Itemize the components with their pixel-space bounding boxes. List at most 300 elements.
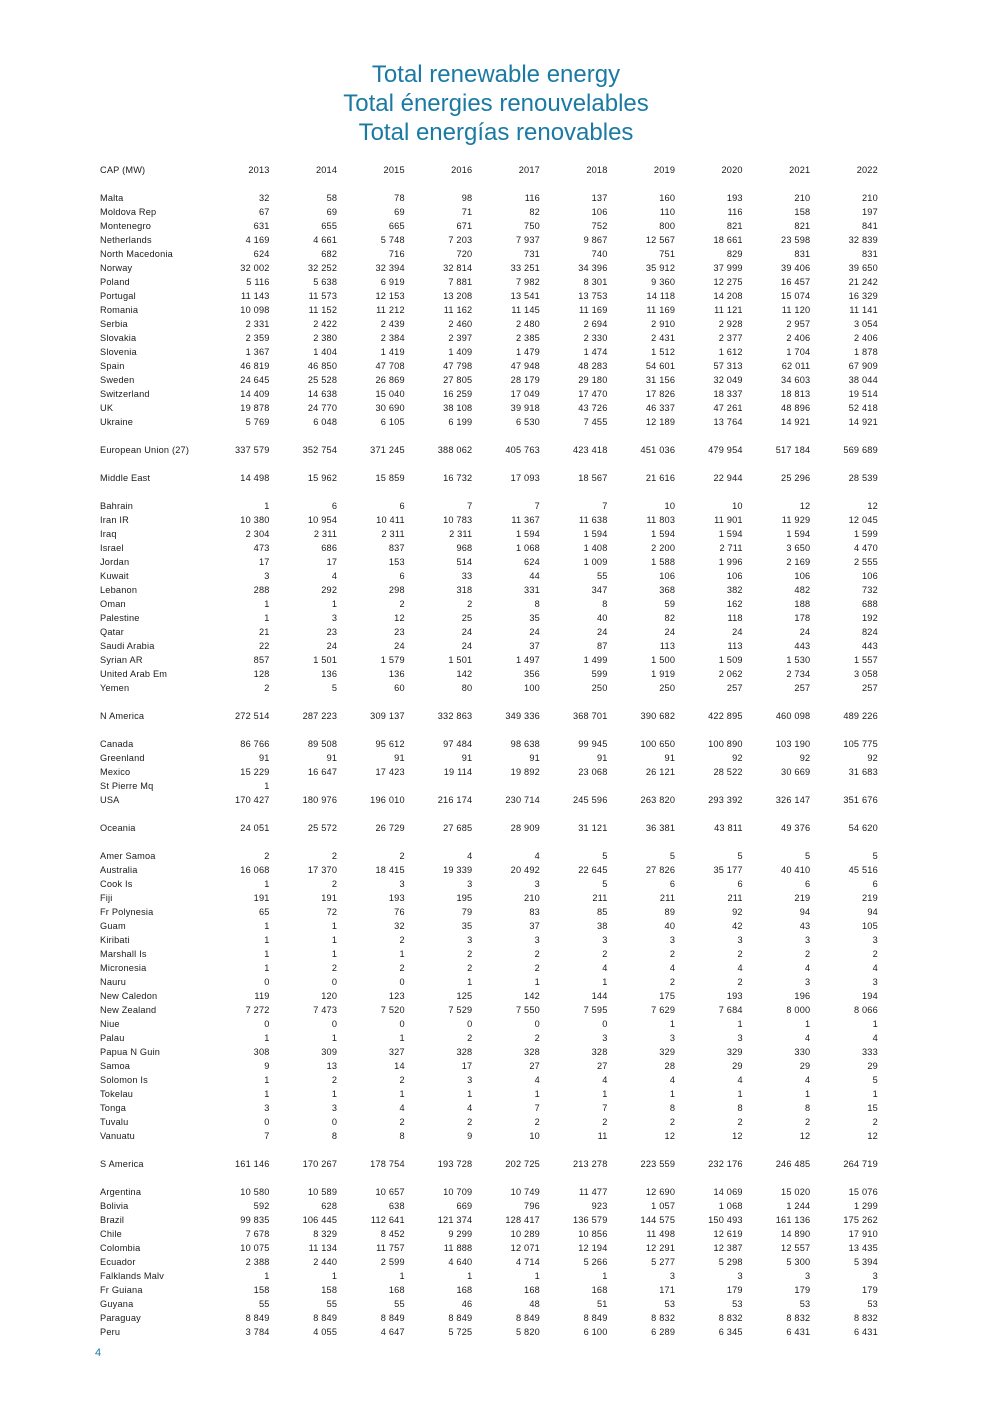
value-cell: 168: [591, 1285, 608, 1295]
value-cell: 1 501: [313, 655, 338, 665]
value-cell: 106: [659, 571, 676, 581]
value-cell: 7 550: [515, 1005, 540, 1015]
value-cell: 328: [524, 1047, 540, 1057]
value-cell: 11 477: [578, 1187, 608, 1197]
value-cell: 0: [467, 1019, 473, 1029]
value-cell: 48: [529, 1299, 540, 1309]
table-row: [100, 1311, 878, 1325]
value-cell: 330: [794, 1047, 811, 1057]
value-cell: 1 594: [583, 529, 608, 539]
value-cell: 1: [602, 977, 608, 987]
value-cell: 9: [264, 1061, 270, 1071]
table-header-row: [100, 163, 878, 177]
value-cell: 5: [872, 851, 878, 861]
value-cell: 92: [867, 753, 878, 763]
value-cell: 298: [388, 585, 405, 595]
value-cell: 1: [331, 1271, 338, 1281]
value-cell: 7 203: [448, 235, 473, 245]
value-cell: 12 194: [578, 1243, 608, 1253]
value-cell: 2: [264, 851, 270, 861]
value-cell: 40 410: [781, 865, 811, 875]
row-label: Ecuador: [100, 1257, 136, 1267]
value-cell: 7: [534, 501, 540, 511]
value-cell: 47 708: [375, 361, 405, 371]
value-cell: 60: [394, 683, 405, 693]
value-cell: 12: [867, 1131, 878, 1141]
value-cell: 4 647: [380, 1327, 405, 1337]
value-cell: 15 229: [240, 767, 270, 777]
value-cell: 4: [399, 1103, 405, 1113]
value-cell: 1: [534, 1089, 540, 1099]
value-cell: 17: [326, 557, 338, 567]
value-cell: 752: [591, 221, 608, 231]
value-cell: 2: [534, 963, 540, 973]
table-row: [100, 401, 878, 415]
value-cell: 19 878: [240, 403, 270, 413]
value-cell: 1: [264, 501, 270, 511]
value-cell: 732: [862, 585, 878, 595]
header-cell: 2022: [856, 165, 878, 175]
value-cell: [743, 779, 811, 793]
value-cell: 179: [794, 1285, 811, 1295]
value-cell: 35: [461, 921, 473, 931]
table-row: [100, 1073, 878, 1087]
value-cell: 38: [596, 921, 608, 931]
value-cell: 210: [524, 893, 540, 903]
value-cell: 2: [737, 977, 743, 987]
value-cell: 28 909: [510, 823, 540, 833]
row-label: UK: [100, 403, 114, 413]
value-cell: 12: [394, 613, 405, 623]
value-cell: 106: [591, 207, 608, 217]
header-cell: 2015: [383, 165, 405, 175]
row-label: Romania: [100, 305, 139, 315]
table-row: [100, 989, 878, 1003]
value-cell: 1: [331, 599, 338, 609]
value-cell: 11 169: [646, 305, 676, 315]
value-cell: 0: [534, 1019, 540, 1029]
value-cell: 1 530: [786, 655, 811, 665]
value-cell: 6: [805, 879, 811, 889]
value-cell: 923: [591, 1201, 608, 1211]
value-cell: 831: [862, 249, 878, 259]
table-row: [100, 1227, 878, 1241]
value-cell: 8: [669, 1103, 676, 1113]
value-cell: 5: [331, 683, 338, 693]
value-cell: 11: [597, 1131, 608, 1141]
value-cell: 18 661: [713, 235, 743, 245]
value-cell: 4: [467, 851, 473, 861]
value-cell: 12 071: [510, 1243, 540, 1253]
value-cell: 43 811: [714, 823, 743, 833]
value-cell: 25 528: [307, 375, 338, 385]
row-label: Niue: [100, 1019, 120, 1029]
value-cell: 219: [794, 893, 811, 903]
table-row: [100, 1269, 878, 1283]
value-cell: 1: [534, 977, 540, 987]
value-cell: 91: [664, 753, 676, 763]
header-cell: 2020: [721, 165, 743, 175]
value-cell: 2: [399, 1117, 405, 1127]
value-cell: 119: [254, 991, 270, 1001]
table-row: [100, 877, 878, 891]
value-cell: 175: [659, 991, 676, 1001]
table-row: [100, 1157, 878, 1171]
value-cell: 4: [669, 1075, 676, 1085]
value-cell: 7: [534, 1103, 540, 1113]
row-label: European Union (27): [100, 445, 190, 455]
value-cell: 2 440: [313, 1257, 338, 1267]
value-cell: 92: [732, 753, 743, 763]
value-cell: 82: [664, 613, 676, 623]
table-row: [100, 1241, 878, 1255]
value-cell: 349 336: [505, 711, 540, 721]
value-cell: 22 944: [713, 473, 743, 483]
row-label: Canada: [100, 739, 134, 749]
value-cell: 14 409: [240, 389, 270, 399]
value-cell: 1: [669, 1089, 676, 1099]
value-cell: 100 650: [640, 739, 676, 749]
value-cell: 202 725: [505, 1159, 540, 1169]
value-cell: 113: [659, 641, 676, 651]
row-label: Serbia: [100, 319, 128, 329]
value-cell: 15: [867, 1103, 878, 1113]
value-cell: 1: [264, 879, 270, 889]
value-cell: 26 869: [375, 375, 405, 385]
value-cell: 28 522: [713, 767, 743, 777]
value-cell: 110: [659, 207, 676, 217]
value-cell: 4: [805, 1075, 811, 1085]
value-cell: 25 572: [307, 823, 338, 833]
value-cell: 272 514: [234, 711, 270, 721]
value-cell: 10 589: [307, 1187, 338, 1197]
row-label: Guyana: [100, 1299, 134, 1309]
value-cell: 451 036: [640, 445, 676, 455]
value-cell: 0: [331, 1019, 338, 1029]
value-cell: 2 380: [313, 333, 338, 343]
value-cell: 318: [456, 585, 473, 595]
value-cell: 194: [862, 991, 878, 1001]
value-cell: 168: [456, 1285, 473, 1295]
value-cell: 20 492: [510, 865, 540, 875]
value-cell: 8 849: [448, 1313, 473, 1323]
value-cell: 219: [862, 893, 878, 903]
value-cell: 3 784: [245, 1327, 270, 1337]
value-cell: 13 753: [578, 291, 608, 301]
value-cell: 1: [602, 1089, 608, 1099]
value-cell: 24: [732, 627, 743, 637]
table-row: [100, 765, 878, 779]
value-cell: 2 480: [515, 319, 540, 329]
value-cell: 1 497: [515, 655, 540, 665]
value-cell: 43: [799, 921, 811, 931]
value-cell: 2 388: [245, 1257, 270, 1267]
value-cell: 142: [524, 991, 540, 1001]
value-cell: 19 339: [443, 865, 473, 875]
value-cell: 27 685: [443, 823, 473, 833]
value-cell: 3: [805, 977, 811, 987]
row-label: Kiribati: [100, 935, 130, 945]
value-cell: 40: [596, 613, 608, 623]
value-cell: 10 749: [510, 1187, 540, 1197]
table-row: [100, 1031, 878, 1045]
value-cell: 1: [264, 1271, 270, 1281]
value-cell: 53: [732, 1299, 743, 1309]
table-row: [100, 1087, 878, 1101]
row-label: Palau: [100, 1033, 125, 1043]
value-cell: 17 423: [375, 767, 405, 777]
value-cell: 569 689: [843, 445, 878, 455]
value-cell: 25: [461, 613, 473, 623]
value-cell: 5 277: [651, 1257, 676, 1267]
value-cell: 2 062: [718, 669, 743, 679]
value-cell: 1 612: [718, 347, 743, 357]
row-label: Yemen: [100, 683, 130, 693]
value-cell: 47 948: [510, 361, 540, 371]
value-cell: 15 074: [781, 291, 811, 301]
value-cell: 98 638: [510, 739, 540, 749]
row-label: Qatar: [100, 627, 124, 637]
value-cell: 7 272: [245, 1005, 270, 1015]
value-cell: 257: [862, 683, 878, 693]
value-cell: 2: [467, 599, 473, 609]
value-cell: 12 045: [848, 515, 878, 525]
value-cell: 6: [331, 501, 338, 511]
table-row: [100, 625, 878, 639]
table-row: [100, 653, 878, 667]
value-cell: 263 820: [640, 795, 676, 805]
value-cell: 2: [872, 949, 878, 959]
value-cell: 9 360: [651, 277, 676, 287]
row-label: Portugal: [100, 291, 136, 301]
value-cell: 3: [399, 879, 405, 889]
value-cell: 65: [258, 907, 270, 917]
table-row: [100, 933, 878, 947]
value-cell: 10 657: [375, 1187, 405, 1197]
value-cell: 4: [534, 1075, 540, 1085]
value-cell: 1: [264, 1075, 270, 1085]
value-cell: 1: [805, 1019, 811, 1029]
value-cell: 1 419: [380, 347, 405, 357]
value-cell: 2 385: [515, 333, 540, 343]
table-row: [100, 1017, 878, 1031]
value-cell: 638: [388, 1201, 405, 1211]
value-cell: 12 275: [713, 277, 743, 287]
value-cell: 29: [867, 1061, 878, 1071]
value-cell: 162: [726, 599, 743, 609]
value-cell: 1: [331, 949, 338, 959]
value-cell: 5 116: [246, 277, 270, 287]
value-cell: 37 999: [713, 263, 743, 273]
value-cell: 11 152: [308, 305, 338, 315]
value-cell: 11 143: [240, 291, 270, 301]
table-row: [100, 681, 878, 695]
value-cell: 11 498: [646, 1229, 676, 1239]
table-row: [100, 1129, 878, 1143]
value-cell: 21 616: [645, 473, 676, 483]
value-cell: 6: [669, 879, 676, 889]
header-cell: 2013: [248, 165, 270, 175]
value-cell: 6: [737, 879, 743, 889]
value-cell: 7 529: [448, 1005, 473, 1015]
value-cell: 3: [264, 1103, 270, 1113]
capacity-table: [100, 163, 878, 1339]
value-cell: 5 300: [786, 1257, 811, 1267]
value-cell: 720: [456, 249, 473, 259]
value-cell: 1: [264, 1089, 270, 1099]
value-cell: 460 098: [775, 711, 811, 721]
value-cell: 33 251: [510, 263, 540, 273]
value-cell: 158: [321, 1285, 338, 1295]
value-cell: 14 921: [848, 417, 878, 427]
value-cell: 8 832: [651, 1313, 676, 1323]
value-cell: 8: [534, 599, 540, 609]
value-cell: 3: [602, 935, 608, 945]
value-cell: 628: [321, 1201, 338, 1211]
value-cell: 2 384: [380, 333, 405, 343]
table-row: [100, 191, 878, 205]
value-cell: 168: [388, 1285, 405, 1295]
value-cell: 824: [862, 627, 878, 637]
value-cell: 4: [737, 963, 743, 973]
value-cell: 7 937: [515, 235, 540, 245]
row-label: Moldova Rep: [100, 207, 157, 217]
value-cell: 3 650: [786, 543, 811, 553]
value-cell: 78: [394, 193, 405, 203]
value-cell: 328: [591, 1047, 608, 1057]
value-cell: 14 118: [646, 291, 676, 301]
value-cell: 4 470: [853, 543, 878, 553]
value-cell: 8 301: [583, 277, 608, 287]
value-cell: 11 929: [781, 515, 811, 525]
value-cell: 92: [732, 907, 743, 917]
value-cell: 180 976: [302, 795, 338, 805]
value-cell: 23 598: [781, 235, 811, 245]
value-cell: 47 261: [713, 403, 743, 413]
value-cell: 246 485: [775, 1159, 811, 1169]
value-cell: 24: [461, 627, 473, 637]
value-cell: 12: [664, 1131, 676, 1141]
value-cell: 2: [331, 851, 338, 861]
row-label: Switzerland: [100, 389, 150, 399]
value-cell: 31 683: [848, 767, 878, 777]
value-cell: 2: [331, 879, 338, 889]
row-label: Netherlands: [100, 235, 152, 245]
value-cell: 8 066: [853, 1005, 878, 1015]
value-cell: 328: [456, 1047, 473, 1057]
value-cell: 35: [529, 613, 540, 623]
value-cell: 24: [799, 627, 811, 637]
value-cell: 37: [529, 641, 540, 651]
value-cell: 740: [591, 249, 608, 259]
value-cell: 24: [394, 641, 405, 651]
value-cell: 1: [399, 1089, 405, 1099]
value-cell: 329: [726, 1047, 743, 1057]
value-cell: 144: [591, 991, 608, 1001]
row-label: New Zealand: [100, 1005, 157, 1015]
value-cell: 5: [602, 879, 608, 889]
value-cell: 7 678: [245, 1229, 270, 1239]
value-cell: 1 594: [515, 529, 540, 539]
value-cell: [675, 779, 743, 793]
value-cell: 8: [737, 1103, 743, 1113]
value-cell: 2 439: [380, 319, 405, 329]
value-cell: 11 162: [443, 305, 473, 315]
value-cell: 1: [331, 1089, 338, 1099]
row-label: Cook Is: [100, 879, 133, 889]
value-cell: 4 661: [313, 235, 338, 245]
value-cell: 22 645: [578, 865, 608, 875]
value-cell: 2: [669, 977, 676, 987]
value-cell: 12: [867, 501, 878, 511]
table-row: [100, 345, 878, 359]
row-label: North Macedonia: [100, 249, 173, 259]
value-cell: 83: [529, 907, 540, 917]
value-cell: 8: [399, 1131, 405, 1141]
value-cell: 128 417: [505, 1215, 540, 1225]
value-cell: 750: [524, 221, 540, 231]
value-cell: 7 684: [718, 1005, 743, 1015]
value-cell: 11 757: [376, 1243, 405, 1253]
value-cell: 5 638: [313, 277, 338, 287]
value-cell: 82: [529, 207, 540, 217]
value-cell: 1: [737, 1019, 743, 1029]
value-cell: 210: [794, 193, 811, 203]
value-cell: 89: [664, 907, 676, 917]
value-cell: 22: [258, 641, 270, 651]
value-cell: 32: [394, 921, 405, 931]
value-cell: 368: [659, 585, 676, 595]
row-label: Tokelau: [100, 1089, 134, 1099]
value-cell: 44: [529, 571, 540, 581]
value-cell: 287 223: [302, 711, 338, 721]
value-cell: 4 055: [313, 1327, 338, 1337]
value-cell: 91: [529, 753, 540, 763]
value-cell: 8 849: [313, 1313, 338, 1323]
value-cell: 59: [664, 599, 676, 609]
value-cell: 489 226: [843, 711, 878, 721]
value-cell: 11 169: [578, 305, 608, 315]
table-row: [100, 947, 878, 961]
value-cell: 55: [326, 1299, 338, 1309]
value-cell: 2 599: [380, 1257, 405, 1267]
value-cell: 2 331: [245, 319, 270, 329]
value-cell: 94: [799, 907, 811, 917]
row-label: Mexico: [100, 767, 131, 777]
value-cell: 144 575: [640, 1215, 676, 1225]
value-cell: 2: [399, 599, 405, 609]
header-cell: 2016: [451, 165, 473, 175]
value-cell: 16 457: [781, 277, 811, 287]
value-cell: 250: [591, 683, 608, 693]
page-number: 4: [95, 1347, 102, 1359]
value-cell: 178: [794, 613, 811, 623]
value-cell: 47 798: [443, 361, 473, 371]
table-row: [100, 975, 878, 989]
value-cell: 175 262: [843, 1215, 878, 1225]
value-cell: 682: [321, 249, 338, 259]
value-cell: 6: [872, 879, 878, 889]
value-cell: 517 184: [775, 445, 811, 455]
row-label: Fiji: [100, 893, 113, 903]
value-cell: 4: [331, 571, 338, 581]
value-cell: 309 137: [370, 711, 405, 721]
value-cell: 352 754: [302, 445, 338, 455]
value-cell: 11 120: [781, 305, 811, 315]
value-cell: 1 594: [651, 529, 676, 539]
value-cell: 3: [467, 935, 473, 945]
value-cell: 3: [331, 1103, 338, 1113]
